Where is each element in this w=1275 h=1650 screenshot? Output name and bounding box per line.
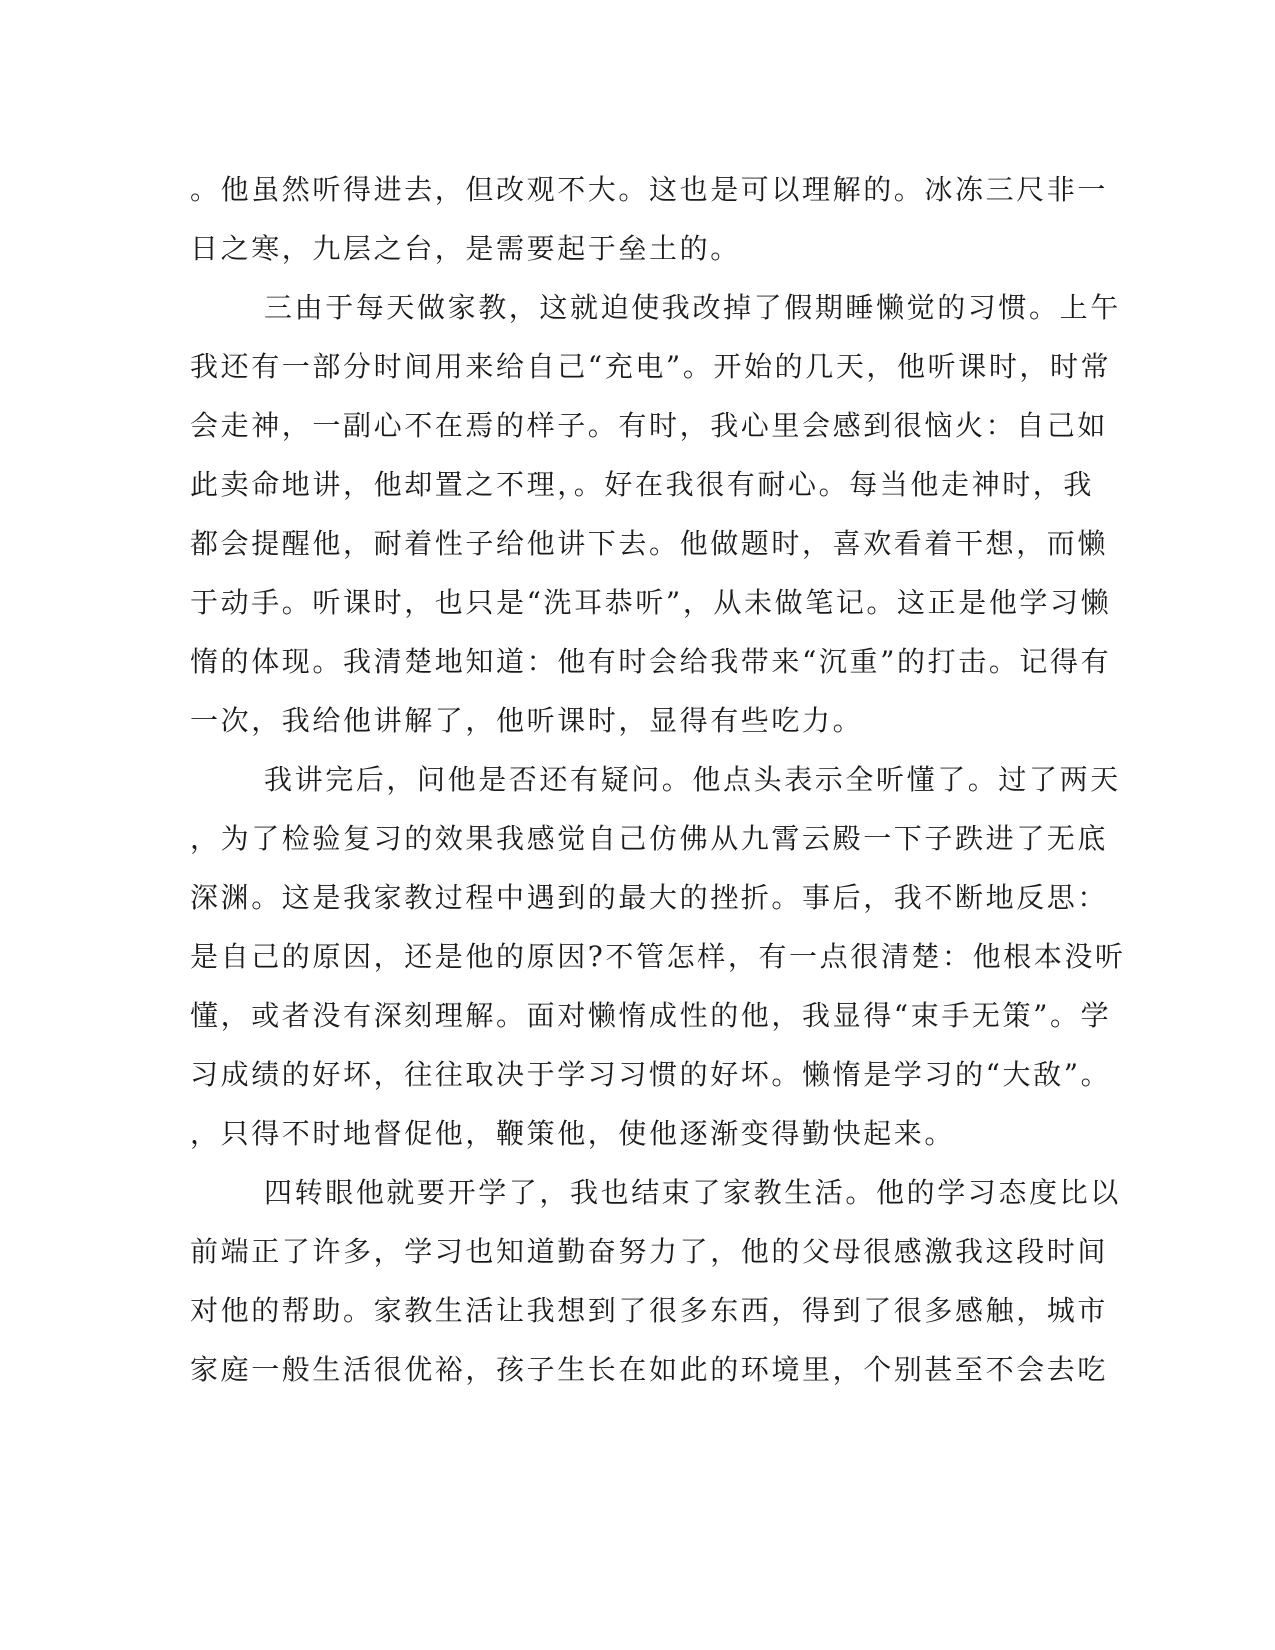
text-line: 惰的体现。我清楚地知道：他有时会给我带来“沉重”的打击。记得有	[190, 645, 1112, 678]
text-line: 一次，我给他讲解了，他听课时，显得有些吃力。	[190, 704, 864, 737]
text-line: 懂，或者没有深刻理解。面对懒惰成性的他，我显得“束手无策”。学	[190, 999, 1112, 1032]
text-line: 是自己的原因，还是他的原因?不管怎样，有一点很清楚：他根本没听	[190, 940, 1126, 973]
text-line: ，只得不时地督促他，鞭策他，使他逐渐变得勤快起来。	[190, 1117, 956, 1150]
text-line: ，为了检验复习的效果我感觉自己仿佛从九霄云殿一下子跌进了无底	[190, 822, 1109, 855]
text-line: 都会提醒他，耐着性子给他讲下去。他做题时，喜欢看着干想，而懒	[190, 527, 1109, 560]
text-line: 会走神，一副心不在焉的样子。有时，我心里会感到很恼火：自己如	[190, 409, 1109, 442]
text-line: 对他的帮助。家教生活让我想到了很多东西，得到了很多感触，城市	[190, 1294, 1109, 1327]
paragraph-start-line: 三由于每天做家教，这就迫使我改掉了假期睡懒觉的习惯。上午	[264, 291, 1121, 324]
text-line: 习成绩的好坏，往往取决于学习习惯的好坏。懒惰是学习的“大敌”。	[190, 1058, 1112, 1091]
text-line: 此卖命地讲，他却置之不理，。好在我很有耐心。每当他走神时，我	[190, 468, 1095, 501]
text-line: 家庭一般生活很优裕，孩子生长在如此的环境里，个别甚至不会去吃	[190, 1353, 1109, 1386]
text-line: 前端正了许多，学习也知道勤奋努力了，他的父母很感激我这段时间	[190, 1235, 1109, 1268]
text-line: 日之寒，九层之台，是需要起于垒土的。	[190, 232, 741, 265]
paragraph-start-line: 我讲完后，问他是否还有疑问。他点头表示全听懂了。过了两天	[264, 763, 1121, 796]
text-line: 深渊。这是我家教过程中遇到的最大的挫折。事后，我不断地反思：	[190, 881, 1109, 914]
body-text	[190, 160, 1126, 1399]
paragraph-start-line: 四转眼他就要开学了，我也结束了家教生活。他的学习态度比以	[264, 1176, 1121, 1209]
text-line: 于动手。听课时，也只是“洗耳恭听”，从未做笔记。这正是他学习懒	[190, 586, 1112, 619]
text-line: 。他虽然听得进去，但改观不大。这也是可以理解的。冰冻三尺非一	[190, 173, 1109, 206]
text-line: 我还有一部分时间用来给自己“充电”。开始的几天，他听课时，时常	[190, 350, 1112, 383]
